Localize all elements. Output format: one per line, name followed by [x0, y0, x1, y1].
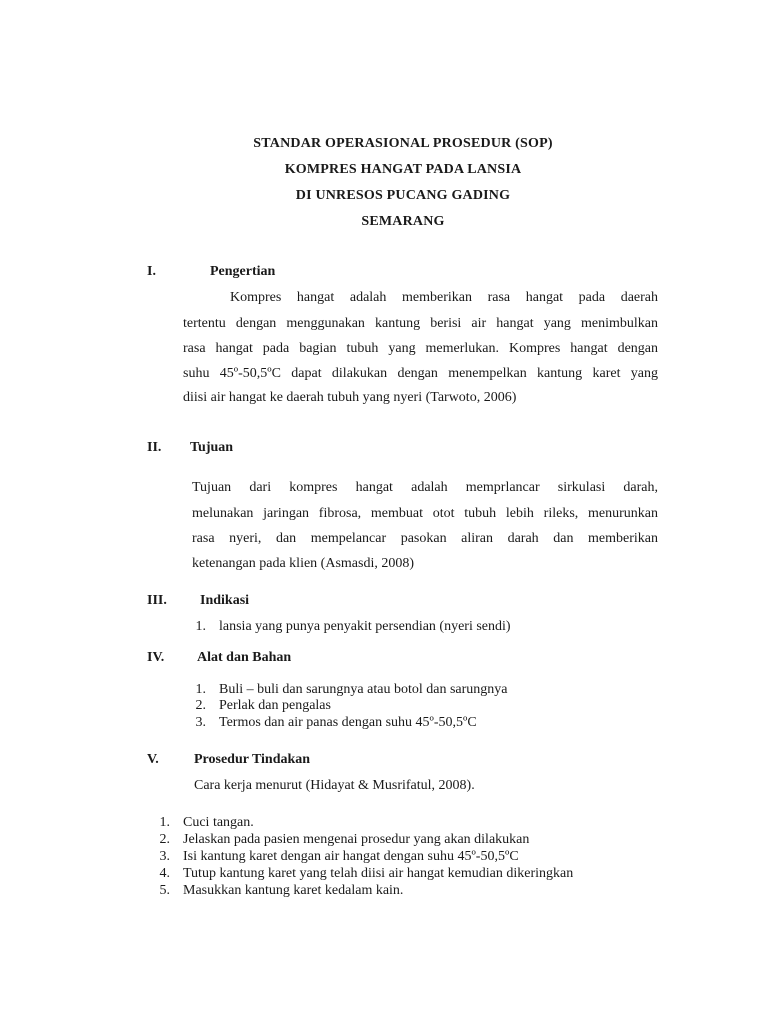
section-2-line-2: melunakan jaringan fibrosa, membuat otot tubuh lebih rileks, menurunkan	[192, 506, 658, 521]
doc-title-line-2: KOMPRES HANGAT PADA LANSIA	[284, 162, 522, 177]
section-2-line-4: ketenangan pada klien (Asmasdi, 2008)	[192, 556, 414, 571]
section-3-title: Indikasi	[200, 593, 250, 608]
prosedur-item-3-text: Isi kantung karet dengan air hangat dengan suhu 45º-50,5ºC	[183, 849, 519, 864]
alat-item-1-text: Buli – buli dan sarungnya atau botol dan sarungnya	[219, 682, 508, 697]
alat-item-3-number: 3.	[195, 715, 206, 730]
doc-title-line-4: SEMARANG	[361, 214, 445, 229]
section-4-title: Alat dan Bahan	[197, 650, 292, 665]
prosedur-item-2-number: 2.	[159, 832, 170, 847]
section-2-number: II.	[147, 440, 162, 455]
section-3-number: III.	[147, 593, 167, 608]
section-4-number: IV.	[147, 650, 165, 665]
indikasi-item-number: 1.	[195, 619, 206, 634]
alat-item-2-number: 2.	[195, 698, 206, 713]
alat-item-1-number: 1.	[195, 682, 206, 697]
section-1-line-2: tertentu dengan menggunakan kantung berisi air hangat yang menimbulkan	[183, 316, 658, 331]
doc-title-line-3: DI UNRESOS PUCANG GADING	[295, 188, 511, 203]
prosedur-item-4-text: Tutup kantung karet yang telah diisi air hangat kemudian dikeringkan	[183, 866, 574, 881]
section-1-number: I.	[147, 264, 156, 279]
doc-title-line-1: STANDAR OPERASIONAL PROSEDUR (SOP)	[253, 136, 553, 151]
prosedur-item-5-text: Masukkan kantung karet kedalam kain.	[183, 883, 404, 898]
section-1-line-1: Kompres hangat adalah memberikan rasa hangat pada daerah	[230, 290, 658, 305]
prosedur-item-1-text: Cuci tangan.	[183, 815, 254, 830]
alat-item-2-text: Perlak dan pengalas	[219, 698, 331, 713]
prosedur-item-5-number: 5.	[159, 883, 170, 898]
section-2-line-1: Tujuan dari kompres hangat adalah memprlancar sirkulasi darah,	[192, 480, 658, 495]
section-1-line-5: diisi air hangat ke daerah tubuh yang nyeri (Tarwoto, 2006)	[183, 390, 517, 405]
section-2-line-3: rasa nyeri, dan mempelancar pasokan aliran darah dan memberikan	[192, 531, 658, 546]
section-1-line-3: rasa hangat pada bagian tubuh yang memerlukan. Kompres hangat dengan	[183, 341, 658, 356]
prosedur-item-1-number: 1.	[159, 815, 170, 830]
prosedur-item-2-text: Jelaskan pada pasien mengenai prosedur yang akan dilakukan	[183, 832, 530, 847]
prosedur-item-4-number: 4.	[159, 866, 170, 881]
indikasi-item-text: lansia yang punya penyakit persendian (nyeri sendi)	[219, 619, 511, 634]
section-1-title: Pengertian	[210, 264, 276, 279]
section-2-title: Tujuan	[190, 440, 234, 455]
alat-item-3-text: Termos dan air panas dengan suhu 45º-50,5ºC	[219, 715, 477, 730]
section-5-title: Prosedur Tindakan	[194, 752, 311, 767]
prosedur-intro: Cara kerja menurut (Hidayat & Musrifatul, 2008).	[194, 778, 475, 793]
prosedur-item-3-number: 3.	[159, 849, 170, 864]
section-5-number: V.	[147, 752, 159, 767]
section-1-line-4: suhu 45º-50,5ºC dapat dilakukan dengan menempelkan kantung karet yang	[183, 366, 658, 381]
